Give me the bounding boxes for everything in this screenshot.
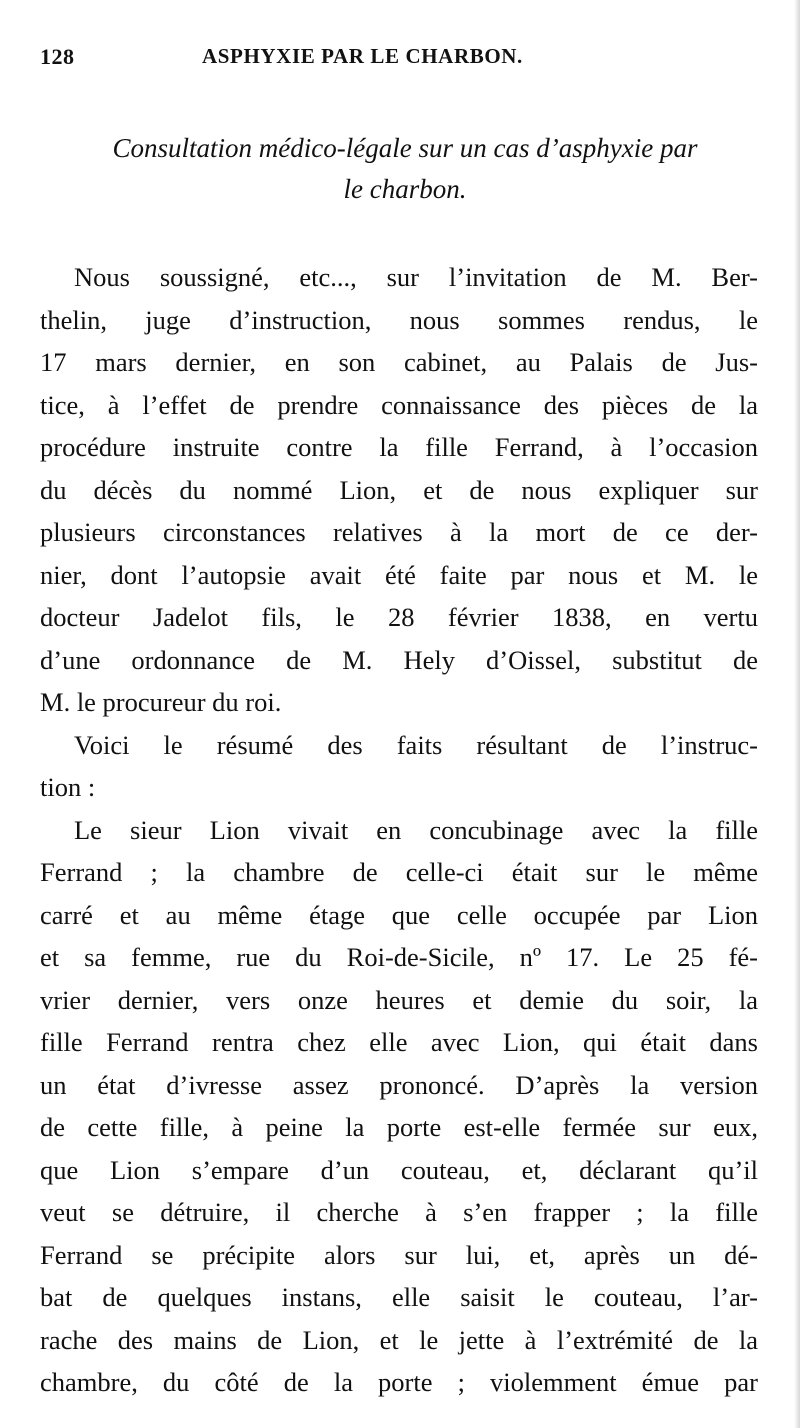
text-line: bat de quelques instans, elle saisit le couteau, l’ar- xyxy=(40,1282,758,1312)
body-text xyxy=(40,256,758,1404)
text-line: chambre, du côté de la porte ; violemment émue par xyxy=(40,1367,758,1397)
text-line: fille Ferrand rentra chez elle avec Lion, qui était dans xyxy=(40,1027,758,1057)
text-line: procédure instruite contre la fille Ferrand, à l’occasion xyxy=(40,432,758,462)
text-line: nier, dont l’autopsie avait été faite par nous et M. le xyxy=(40,559,758,590)
text-line: M. le procureur du roi. xyxy=(40,687,282,717)
section-title xyxy=(40,128,770,210)
text-line: tice, à l’effet de prendre connaissance des pièces de la xyxy=(40,389,758,420)
text-line: vrier dernier, vers onze heures et demie du soir, la xyxy=(40,984,758,1015)
text-line: Ferrand ; la chambre de celle-ci était sur le même xyxy=(40,857,758,887)
text-line: Voici le résumé des faits résultant de l’instruc- xyxy=(74,729,758,760)
text-line: de cette fille, à peine la porte est-elle fermée sur eux, xyxy=(40,1112,758,1142)
text-line: tion : xyxy=(40,772,96,802)
page-edge-shadow xyxy=(794,0,800,1428)
text-line: Nous soussigné, etc..., sur l’invitation de M. Ber- xyxy=(74,262,758,292)
page-number: 128 xyxy=(40,44,75,69)
text-line: d’une ordonnance de M. Hely d’Oissel, substitut de xyxy=(40,644,758,675)
text-line: que Lion s’empare d’un couteau, et, déclarant qu’il xyxy=(40,1154,758,1185)
text-line: du décès du nommé Lion, et de nous expliquer sur xyxy=(40,474,758,505)
text-line: carré et au même étage que celle occupée par Lion xyxy=(40,899,758,930)
text-line: 17 mars dernier, en son cabinet, au Palais de Jus- xyxy=(40,347,758,377)
text-line: Le sieur Lion vivait en concubinage avec la fille xyxy=(74,814,758,845)
text-line: Ferrand se précipite alors sur lui, et, après un dé- xyxy=(40,1239,758,1270)
text-line: docteur Jadelot fils, le 28 février 1838, en vertu xyxy=(40,602,758,632)
text-line: un état d’ivresse assez prononcé. D’après la version xyxy=(40,1069,758,1100)
text-line: et sa femme, rue du Roi-de-Sicile, nº 17. Le 25 fé- xyxy=(40,942,758,972)
text-line: thelin, juge d’instruction, nous sommes rendus, le xyxy=(40,304,758,335)
running-title: ASPHYXIE PAR LE CHARBON. xyxy=(202,44,523,68)
section-title-line-2: le charbon. xyxy=(343,174,467,204)
text-line: veut se détruire, il cherche à s’en frapper ; la fille xyxy=(40,1197,758,1227)
text-line: plusieurs circonstances relatives à la mort de ce der- xyxy=(40,517,758,547)
page-header xyxy=(40,44,770,84)
section-title-line-1: Consultation médico-légale sur un cas d’asphyxie par xyxy=(112,133,698,163)
text-line: rache des mains de Lion, et le jette à l’extrémité de la xyxy=(40,1324,758,1355)
